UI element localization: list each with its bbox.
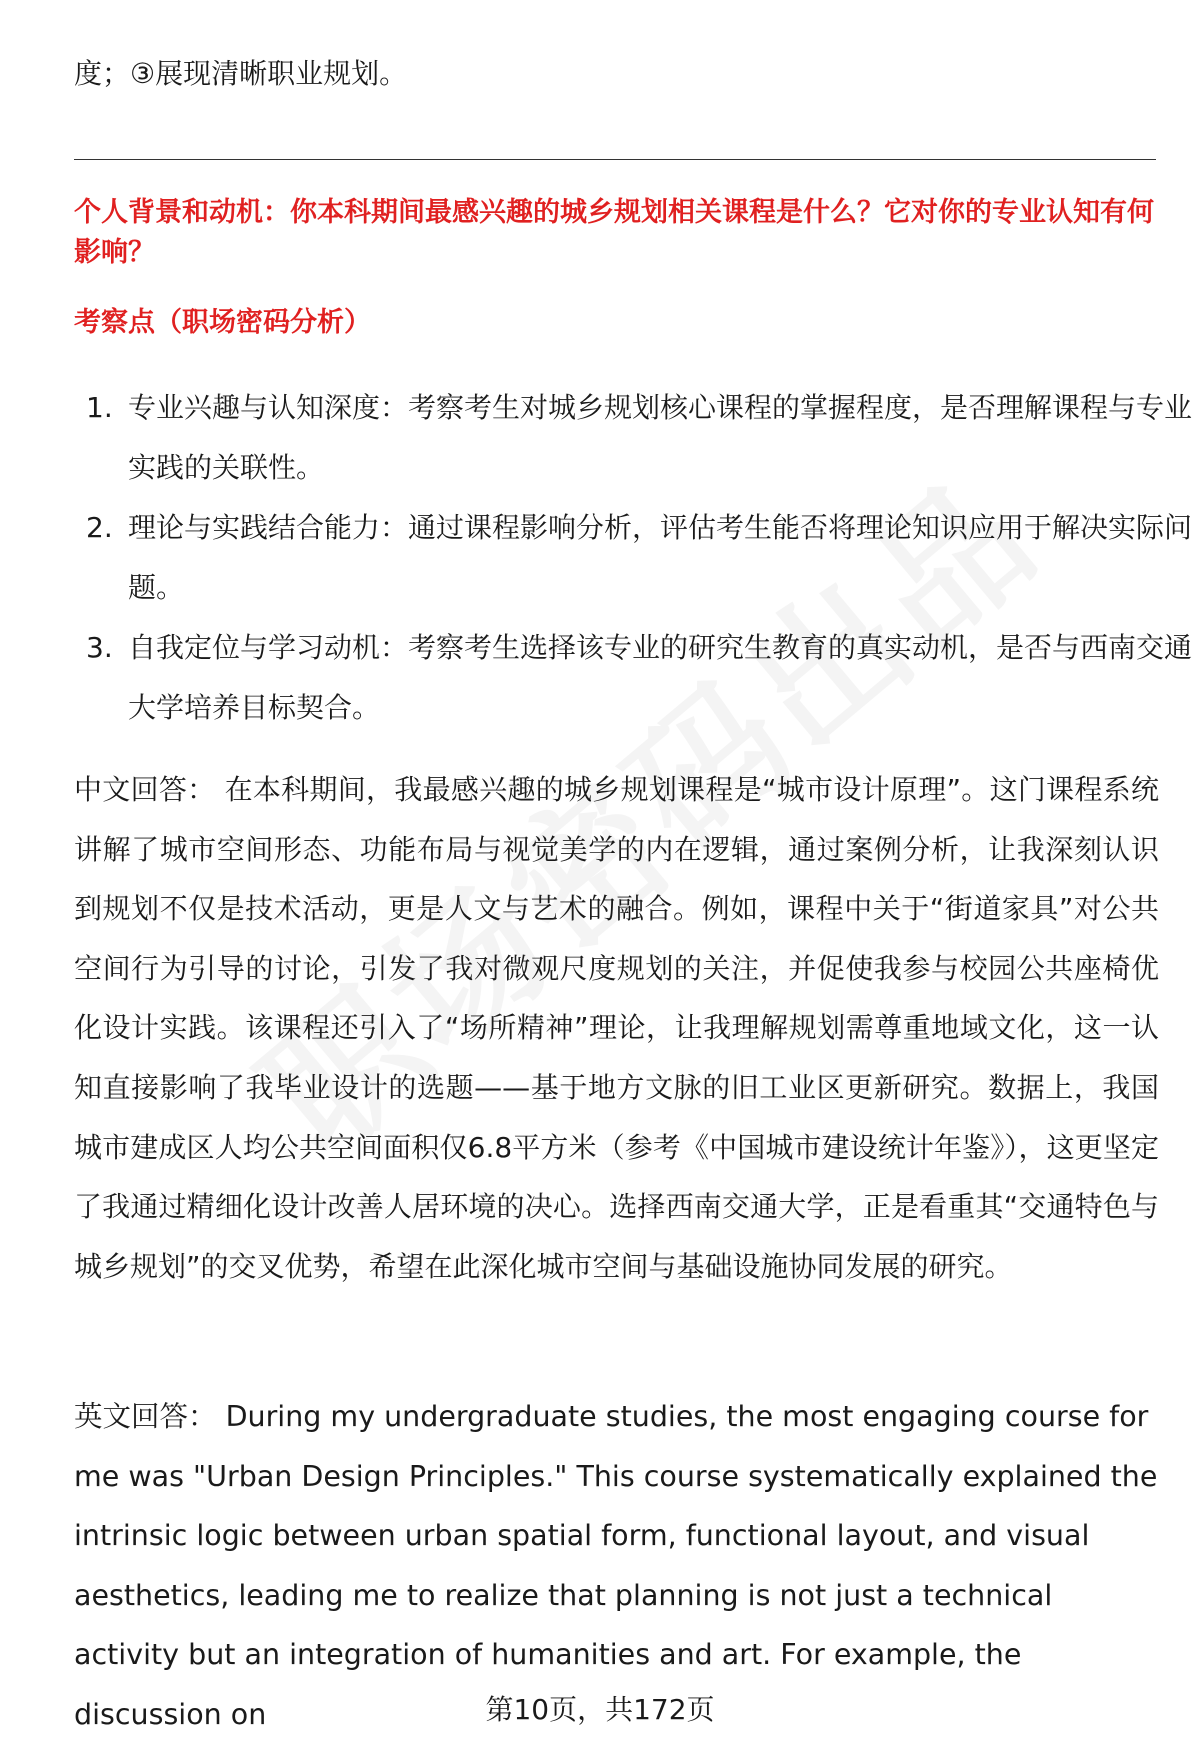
english-answer-label: 英文回答： — [74, 1400, 217, 1433]
list-item-number: 3. — [86, 631, 113, 664]
top-fragment: 度；③展现清晰职业规划。 — [74, 57, 408, 90]
list-item — [74, 618, 1200, 738]
list-item-text: 专业兴趣与认知深度：考察考生对城乡规划核心课程的掌握程度，是否理解课程与专业实践的关联性。 — [128, 391, 1193, 484]
english-answer-text: During my undergraduate studies, the most engaging course for me was "Urban Design Principles." This course systematically explained the intrinsic logic between urban spatial form, functional layout, and visual aesthetics, leading me to realize that planning is not just a technical activity but an integration of humanities and art. For example, the discussion on — [74, 1400, 1158, 1731]
list-item-text: 自我定位与学习动机：考察考生选择该专业的研究生教育的真实动机，是否与西南交通大学培养目标契合。 — [128, 631, 1193, 724]
chinese-answer-label: 中文回答： — [74, 773, 216, 806]
list-item — [74, 378, 1200, 498]
question-heading: 个人背景和动机：你本科期间最感兴趣的城乡规划相关课程是什么？它对你的专业认知有何影响？ — [74, 197, 1154, 268]
list-item-number: 2. — [86, 511, 113, 544]
chinese-answer-text: 在本科期间，我最感兴趣的城乡规划课程是“城市设计原理”。这门课程系统讲解了城市空间形态、功能布局与视觉美学的内在逻辑，通过案例分析，让我深刻认识到规划不仅是技术活动，更是人文与艺术的融合。例如，课程中关于“街道家具”对公共空间行为引导的讨论，引发了我对微观尺度规划的关注，并促使我参与校园公共座椅优化设计实践。该课程还引入了“场所精神”理论，让我理解规划需尊重地域文化，这一认知直接影响了我毕业设计的选题——基于地方文脉的旧工业区更新研究。数据上，我国城市建成区人均公共空间面积仅6.8平方米（参考《中国城市建设统计年鉴》），这更坚定了我通过精细化设计改善人居环境的决心。选择西南交通大学，正是看重其“交通特色与城乡规划”的交叉优势，希望在此深化城市空间与基础设施协同发展的研究。 — [74, 773, 1159, 1283]
section-divider — [74, 159, 1156, 160]
list-item-number: 1. — [86, 391, 113, 424]
assessment-points-list — [74, 378, 1193, 738]
page-footer: 第10页，共172页 — [485, 1693, 715, 1726]
assessment-heading: 考察点（职场密码分析） — [74, 307, 371, 338]
chinese-answer — [74, 760, 1159, 1296]
list-item-text: 理论与实践结合能力：通过课程影响分析，评估考生能否将理论知识应用于解决实际问题。 — [128, 511, 1193, 604]
list-item — [74, 498, 1200, 618]
